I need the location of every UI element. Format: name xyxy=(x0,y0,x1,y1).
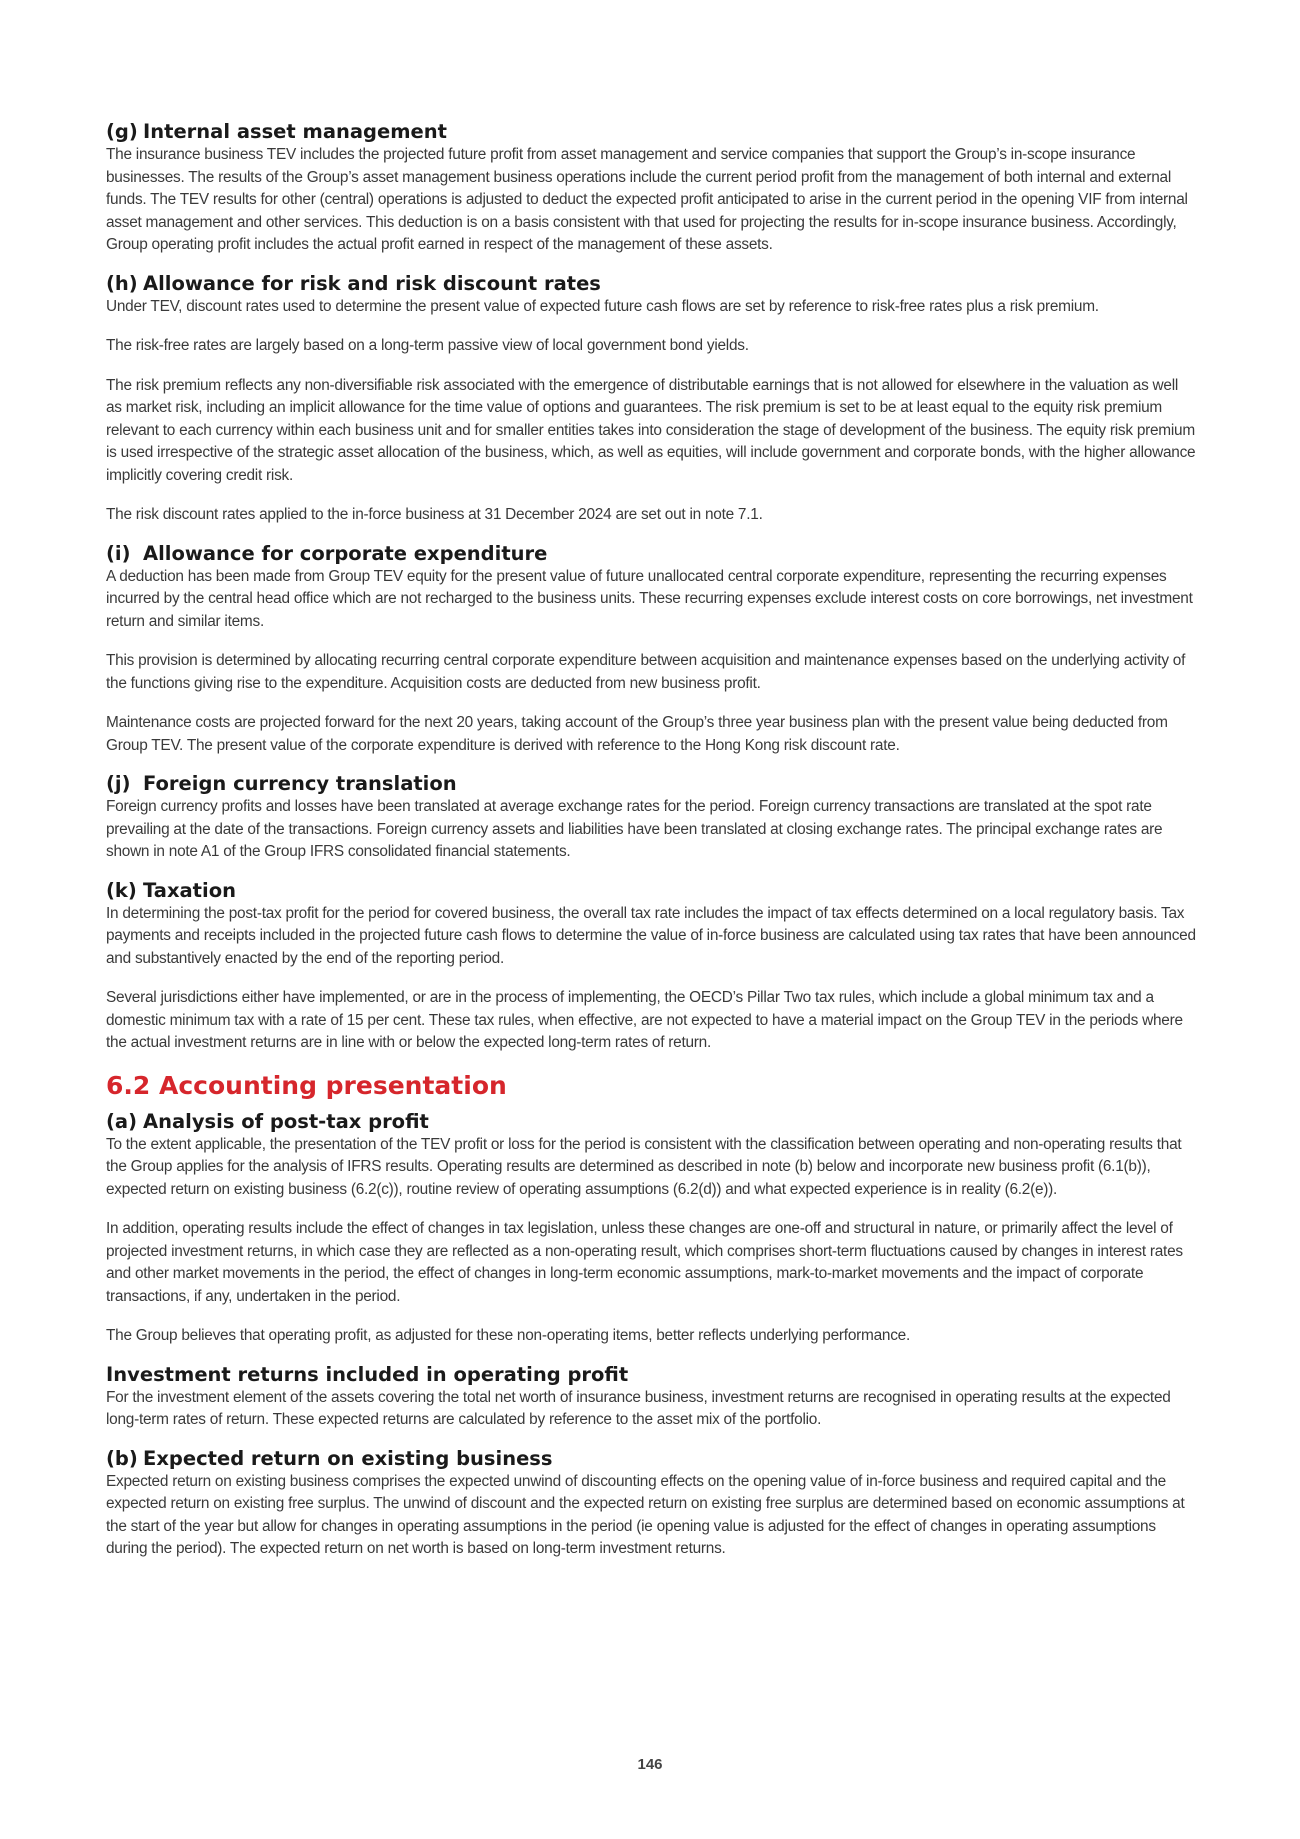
section-heading xyxy=(106,271,1196,296)
section-investment-returns xyxy=(106,1362,1196,1432)
section-62-a xyxy=(106,1109,1196,1348)
paragraph: Maintenance costs are projected forward for the next 20 years, taking account of the Group’s three year business plan with the present value being deducted from Group TEV. The present value of the corporate expenditure is derived with reference to the Hong Kong risk discount rate. xyxy=(106,714,1168,754)
paragraph: Several jurisdictions either have implemented, or are in the process of implementing, the OECD’s Pillar Two tax rules, which include a global minimum tax and a domestic minimum tax with a rate of 15 per cent. These tax rules, when effective, are not expected to have a material impact on the Group TEV in the periods where the actual investment returns are in line with or below the expected long-term rates of return. xyxy=(106,989,1183,1051)
document-page xyxy=(106,119,1196,1561)
paragraph: This provision is determined by allocating recurring central corporate expenditure between acquisition and maintenance expenses based on the underlying activity of the functions giving rise to the expenditure. Acquisition costs are deducted from new business profit. xyxy=(106,652,1186,692)
section-title: Taxation xyxy=(143,878,236,902)
paragraph: The risk premium reflects any non-diversifiable risk associated with the emergence of distributable earnings that is not allowed for elsewhere in the valuation as well as market risk, including an implicit allowance for the time value of options and guarantees. The risk premium is set to be at least equal to the equity risk premium relevant to each currency within each business unit and for smaller entities takes into consideration the stage of development of the business. The equity risk premium is used irrespective of the strategic asset allocation of the business, which, as well as equities, will include government and corporate bonds, with the higher allowance implicitly covering credit risk. xyxy=(106,376,1196,484)
section-heading xyxy=(106,771,1196,796)
section-title: Foreign currency translation xyxy=(143,772,457,795)
section-heading xyxy=(106,541,1196,566)
paragraph: The risk-free rates are largely based on a long-term passive view of local government bond yields. xyxy=(106,337,749,354)
paragraph: The insurance business TEV includes the projected future profit from asset management and service companies that support the Group’s in-scope insurance businesses. The results of the Group’s asset management business operations include the current period profit from the management of both internal and external funds. The TEV results for other (central) operations is adjusted to deduct the expected profit anticipated to arise in the current period in the opening VIF from internal asset management and other services. This deduction is on a basis consistent with that used for projecting the results for in-scope insurance business. Accordingly, Group operating profit includes the actual profit earned in respect of the management of these assets. xyxy=(106,146,1188,253)
section-i xyxy=(106,541,1196,758)
paragraph: Expected return on existing business comprises the expected unwind of discounting effects on the opening value of in-force business and required capital and the expected return on existing free surplus. The unwind of discount and the expected return on existing free surplus are determined based on economic assumptions at the start of the year but allow for changes in operating assumptions in the period (ie opening value is adjusted for the effect of changes in operating assumptions during the period). The expected return on net worth is based on long-term investment returns. xyxy=(106,1472,1185,1557)
section-62-b xyxy=(106,1446,1196,1561)
section-title: Expected return on existing business xyxy=(143,1446,553,1470)
paragraph: A deduction has been made from Group TEV equity for the present value of future unallocated central corporate expenditure, representing the recurring expenses incurred by the central head office which are not recharged to the business units. These recurring expenses exclude interest costs on core borrowings, net investment return and similar items. xyxy=(106,567,1193,630)
section-heading xyxy=(106,878,1196,903)
paragraph: In determining the post-tax profit for the period for covered business, the overall tax rate includes the impact of tax effects determined on a local regulatory basis. Tax payments and receipts included in the projected future cash flows to determine the value of in-force business are calculated using tax rates that have been announced and substantively enacted by the end of the reporting period. xyxy=(106,904,1196,967)
section-heading xyxy=(106,119,1196,144)
section-label: (k) xyxy=(106,878,137,902)
paragraph: In addition, operating results include the effect of changes in tax legislation, unless these changes are one-off and structural in nature, or primarily affect the level of projected investment returns, in which case they are reflected as a non-operating result, which comprises short-term fluctuations caused by changes in interest rates and other market movements in the period, the effect of changes in long-term economic assumptions, mark-to-market movements and the impact of corporate transactions, if any, undertaken in the period. xyxy=(106,1220,1183,1305)
section-label: (j) xyxy=(106,772,131,795)
section-title: Internal asset management xyxy=(143,120,447,143)
section-heading xyxy=(106,1446,1196,1471)
section-label: (g) xyxy=(106,120,138,143)
section-title: Analysis of post-tax profit xyxy=(143,1109,429,1133)
page-number: 146 xyxy=(637,1756,663,1773)
paragraph: To the extent applicable, the presentation of the TEV profit or loss for the period is consistent with the classification between operating and non-operating results that the Group applies for the analysis of IFRS results. Operating results are determined as described in note (b) below and incorporate new business profit (6.1(b)), expected return on existing business (6.2(c)), routine review of operating assumptions (6.2(d)) and what expected experience is in reality (6.2(e)). xyxy=(106,1135,1182,1198)
paragraph: For the investment element of the assets covering the total net worth of insurance business, investment returns are recognised in operating results at the expected long-term rates of return. These expected returns are calculated by reference to the asset mix of the portfolio. xyxy=(106,1388,1171,1428)
paragraph: Under TEV, discount rates used to determine the present value of expected future cash flows are set by reference to risk-free rates plus a risk premium. xyxy=(106,297,1099,315)
section-title: Allowance for risk and risk discount rates xyxy=(143,271,601,295)
subsection-title: Investment returns included in operating profit xyxy=(106,1362,629,1386)
paragraph: Foreign currency profits and losses have been translated at average exchange rates for the period. Foreign currency transactions are translated at the spot rate prevailing at the date of the transactions. Foreign currency assets and liabilities have been translated at closing exchange rates. The principal exchange rates are shown in note A1 of the Group IFRS consolidated financial statements. xyxy=(106,798,1163,860)
section-label: (b) xyxy=(106,1446,138,1470)
section-j xyxy=(106,771,1196,864)
section-g xyxy=(106,119,1196,257)
section-k xyxy=(106,878,1196,1055)
section-label: (a) xyxy=(106,1109,137,1133)
paragraph: The Group believes that operating profit, as adjusted for these non-operating items, better reflects underlying performance. xyxy=(106,1327,910,1344)
section-label: (h) xyxy=(106,271,138,295)
section-title: Allowance for corporate expenditure xyxy=(143,541,548,565)
main-section-heading: 6.2 Accounting presentation xyxy=(106,1070,507,1100)
section-label: (i) xyxy=(106,541,131,565)
section-h xyxy=(106,271,1196,527)
section-heading xyxy=(106,1109,1196,1134)
paragraph: The risk discount rates applied to the in-force business at 31 December 2024 are set out in note 7.1. xyxy=(106,506,763,523)
